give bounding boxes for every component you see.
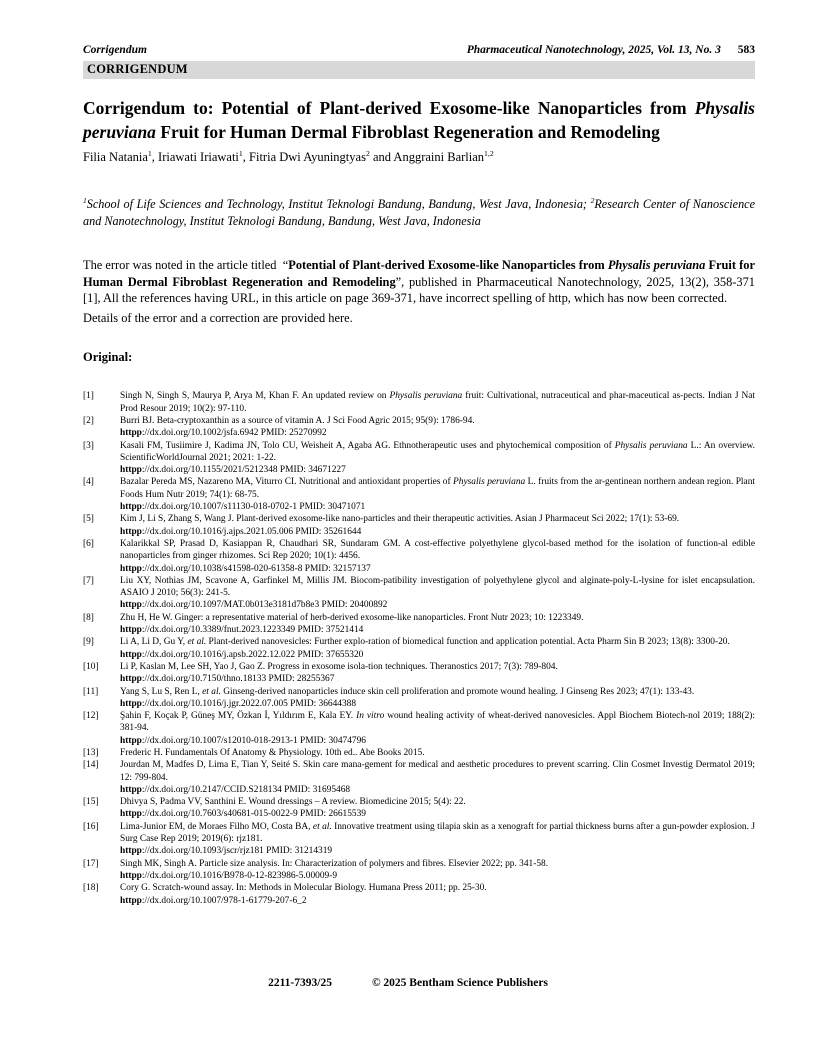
reference-text: Frederic H. Fundamentals Of Anatomy & Physiology. 10th ed.. Abe Books 2015. — [120, 747, 425, 758]
reference-item — [83, 612, 755, 637]
reference-item — [83, 513, 755, 538]
reference-number: [18] — [83, 883, 99, 894]
reference-doi-line: httpp://dx.doi.org/10.1016/j.apsb.2022.12.022 PMID: 37655320 — [120, 649, 364, 660]
reference-text: Singh MK, Singh A. Particle size analysis. In: Characterization of polymers and fibres. Elsevier 2022; pp. 341-58. — [120, 858, 549, 869]
affiliations: $^1$School of Life Sciences and Technology, Institut Teknologi Bandung, Bandung, West Java, Indonesia; $^2$Research Center of Nanoscience and Nanotechnology, Institut Teknologi Bandung, Bandung, West Java, Indonesia — [83, 195, 755, 228]
reference-number: [1] — [83, 391, 94, 402]
reference-item — [83, 390, 755, 415]
reference-doi-line: httpp://dx.doi.org/10.7150/thno.18133 PMID: 28255367 — [120, 674, 335, 685]
reference-doi-line: httpp://dx.doi.org/10.1016/j.ajps.2021.05.006 PMID: 35261644 — [120, 526, 362, 537]
details-note: Details of the error and a correction are provided here. — [83, 310, 353, 325]
running-header — [83, 44, 755, 56]
journal-citation: Pharmaceutical Nanotechnology, 2025, Vol. 13, No. 3 — [466, 44, 721, 56]
reference-doi-line: httpp://dx.doi.org/10.2147/CCID.S218134 PMID: 31695468 — [120, 784, 351, 795]
reference-text: Kalarikkal SP, Prasad D, Kasiappan R, Chaudhari SR, Sundaram GM. A cost-effective polyethylene glycol-based method for the isolation of function-al edible nanoparticles from ginger rhizomes. Sci Rep 2020; 10(1): 4456. — [120, 538, 755, 562]
authors-line: Filia Natania$^1$, Iriawati Iriawati$^1$, Fitria Dwi Ayuningtyas$^2$ and Anggraini Barlian$^{1,2}$ — [83, 148, 494, 164]
reference-doi-line: httpp://dx.doi.org/10.7603/s40681-015-0022-9 PMID: 26615539 — [120, 809, 366, 820]
reference-number: [12] — [83, 711, 99, 722]
reference-number: [7] — [83, 575, 94, 586]
reference-doi-line: httpp://dx.doi.org/10.1016/j.jgr.2022.07.005 PMID: 36644388 — [120, 698, 357, 709]
reference-text: Singh N, Singh S, Maurya P, Arya M, Khan F. An updated review on Physalis peruviana fruit: Cultivational, nutraceutical and phar-maceutical as-pects. Indian J Nat Prod Resour 2019; 10(2): 97-110. — [120, 391, 755, 414]
reference-number: [9] — [83, 637, 94, 648]
reference-text: Şahin F, Koçak P, Güneş MY, Özkan İ, Yıldırım E, Kala EY. In vitro wound healing activity of wheat-derived nanovesicles. Appl Biochem Biotech-nol 2019; 188(2): 381-94. — [120, 711, 756, 734]
copyright-notice: © 2025 Bentham Science Publishers — [371, 977, 548, 989]
reference-item — [83, 686, 755, 711]
reference-number: [2] — [83, 415, 94, 426]
reference-doi-line: httpp://dx.doi.org/10.1007/s12010-018-2913-1 PMID: 30474796 — [120, 735, 366, 746]
reference-text: Cory G. Scratch-wound assay. In: Methods in Molecular Biology. Humana Press 2011; pp. 25-30. — [120, 883, 487, 894]
reference-number: [15] — [83, 797, 99, 808]
reference-item — [83, 636, 755, 661]
reference-item — [83, 575, 755, 612]
reference-item — [83, 858, 755, 883]
reference-text: Kim J, Li S, Zhang S, Wang J. Plant-derived exosome-like nano-particles and their therapeutic activities. Asian J Pharmaceut Sci 2022; 17(1): 53-69. — [120, 514, 680, 525]
references-list — [83, 390, 755, 906]
reference-doi-line: httpp://dx.doi.org/10.3389/fnut.2023.1223349 PMID: 37521414 — [120, 625, 364, 636]
reference-number: [3] — [83, 440, 94, 451]
reference-number: [6] — [83, 538, 94, 549]
reference-number: [4] — [83, 477, 94, 488]
reference-number: [16] — [83, 821, 99, 832]
journal-citation-group — [467, 44, 755, 56]
reference-text: Dhivya S, Padma VV, Santhini E. Wound dressings – A review. Biomedicine 2015; 5(4): 22. — [120, 797, 466, 808]
original-heading: Original: — [83, 350, 133, 365]
page-number: 583 — [737, 44, 755, 56]
reference-item — [83, 747, 755, 759]
reference-text: Jourdan M, Madfes D, Lima E, Tian Y, Seité S. Skin care mana-gement for medical and aesthetic procedures to prevent scarring. Clin Cosmet Investig Dermatol 2019; 12: 799-804. — [120, 760, 755, 783]
reference-text: Yang S, Lu S, Ren L, et al. Ginseng-derived nanoparticles induce skin cell proliferation and promote wound healing. J Ginseng Res 2023; 47(1): 133-43. — [120, 686, 695, 697]
reference-text: Kasali FM, Tusiimire J, Kadima JN, Tolo CU, Weisheit A, Agaba AG. Ethnotherapeutic uses and phytochemical composition of Physalis peruviana L.: An overview. ScientificWorldJournal 2021; 2021: 1-22. — [120, 440, 755, 463]
issn-code: 2211-7393/25 — [268, 977, 332, 989]
reference-text: Bazalar Pereda MS, Nazareno MA, Viturro CI. Nutritional and antioxidant properties of Physalis peruviana L. fruits from the ar-gentinean northern andean region. Plant Foods Hum Nutr 2019; 74(1): 68-75. — [120, 477, 755, 500]
reference-text: Lima-Junior EM, de Moraes Filho MO, Costa BA, et al. Innovative treatment using tilapia skin as a xenograft for partial thickness burns after a gun-powder explosion. J Surg Case Rep 2019; 2019(6): rjz181. — [120, 821, 755, 845]
section-banner-label: CORRIGENDUM — [87, 62, 188, 76]
reference-doi-line: httpp://dx.doi.org/10.1007/978-1-61779-207-6_2 — [120, 895, 307, 906]
reference-doi-line: httpp://dx.doi.org/10.1093/jscr/rjz181 PMID: 31214319 — [120, 846, 333, 857]
section-banner — [83, 61, 755, 79]
reference-item — [83, 440, 755, 477]
reference-item — [83, 821, 755, 858]
reference-text: Li A, Li D, Gu Y, et al. Plant-derived nanovesicles: Further explo-ration of biomedical function and application potential. Acta Pharm Sin B 2023; 13(8): 3300-20. — [120, 637, 730, 648]
error-note-paragraph: The error was noted in the article titled “Potential of Plant-derived Exosome-like Nanoparticles from Physalis peruviana Fruit for Human Dermal Fibroblast Regeneration and Remodeling”, published in Pharmaceutical Nanotechnology, 2025, 13(2), 358-371 [1], All the references having URL, in this article on page 369-371, have incorrect spelling of http, which has now been corrected. — [83, 258, 755, 306]
reference-doi-line: httpp://dx.doi.org/10.1038/s41598-020-61358-8 PMID: 32157137 — [120, 563, 371, 574]
reference-item — [83, 538, 755, 575]
reference-text: Zhu H, He W. Ginger: a representative material of herb-derived exosome-like nanoparticles. Front Nutr 2023; 10: 1223349. — [120, 612, 584, 623]
reference-doi-line: httpp://dx.doi.org/10.1002/jsfa.6942 PMID: 25270992 — [120, 428, 327, 439]
reference-doi-line: httpp://dx.doi.org/10.1155/2021/5212348 PMID: 34671227 — [120, 465, 346, 476]
reference-item — [83, 476, 755, 513]
page-footer — [0, 977, 816, 989]
running-title: Corrigendum — [83, 44, 147, 56]
reference-doi-line: httpp://dx.doi.org/10.1016/B978-0-12-823986-5.00009-9 — [120, 870, 338, 881]
reference-number: [10] — [83, 661, 99, 672]
reference-doi-line: httpp://dx.doi.org/10.1097/MAT.0b013e3181d7b8e3 PMID: 20400892 — [120, 600, 388, 611]
reference-text: Burri BJ. Beta-cryptoxanthin as a source of vitamin A. J Sci Food Agric 2015; 95(9): 1786-94. — [120, 415, 475, 426]
reference-number: [14] — [83, 760, 99, 771]
reference-item — [83, 415, 755, 440]
reference-number: [17] — [83, 858, 99, 869]
reference-item — [83, 710, 755, 747]
reference-item — [83, 661, 755, 686]
reference-doi-line: httpp://dx.doi.org/10.1007/s11130-018-0702-1 PMID: 30471071 — [120, 502, 366, 513]
reference-text: Li P, Kaslan M, Lee SH, Yao J, Gao Z. Progress in exosome isola-tion techniques. Theranostics 2017; 7(3): 789-804. — [120, 661, 558, 672]
reference-item — [83, 882, 755, 907]
reference-text: Liu XY, Nothias JM, Scavone A, Garfinkel M, Millis JM. Biocom-patibility investigation of polyethylene glycol and alginate-poly-L-lysine for islet encapsulation. ASAIO J 2010; 56(3): 241-5. — [120, 575, 755, 599]
page-content — [83, 44, 755, 907]
reference-number: [13] — [83, 747, 99, 758]
reference-number: [5] — [83, 514, 94, 525]
reference-number: [8] — [83, 612, 94, 623]
article-title: Corrigendum to: Potential of Plant-derived Exosome-like Nanoparticles from Physalis peruviana Fruit for Human Dermal Fibroblast Regeneration and Remodeling — [83, 98, 755, 142]
reference-item — [83, 796, 755, 821]
reference-number: [11] — [83, 686, 99, 697]
reference-item — [83, 759, 755, 796]
